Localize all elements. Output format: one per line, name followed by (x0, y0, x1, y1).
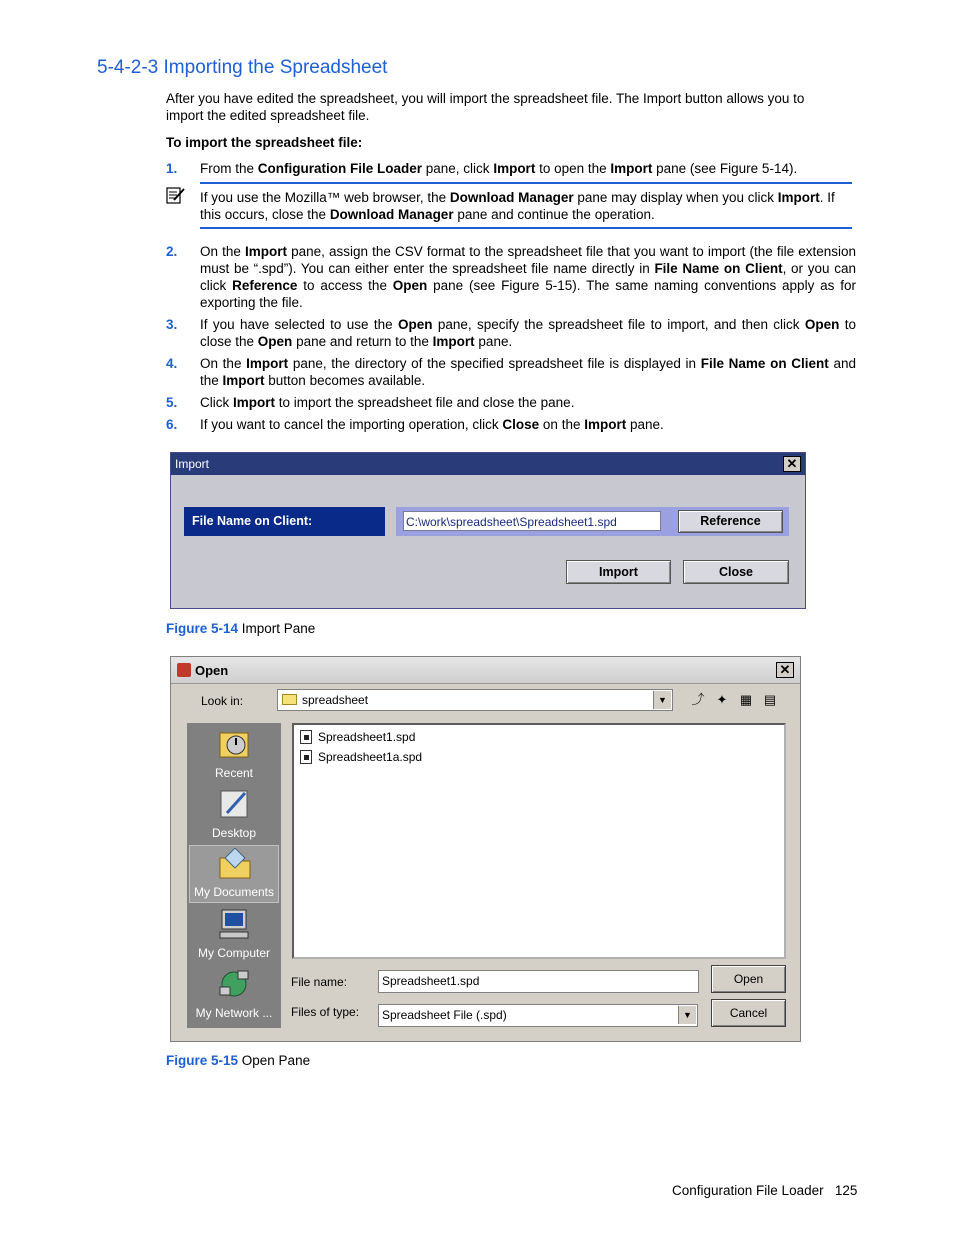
list-view-icon[interactable]: ▦ (739, 692, 753, 707)
step-1 (166, 160, 856, 177)
place-my-computer[interactable] (189, 905, 279, 963)
step-number: 5. (166, 395, 178, 410)
step-6 (166, 416, 856, 433)
files-of-type-label: Files of type: (291, 1005, 360, 1019)
text-run: On the (200, 356, 247, 371)
ui-term: Import (777, 190, 820, 205)
ui-term: Import (493, 161, 536, 176)
file-list[interactable] (292, 723, 786, 959)
file-item[interactable] (298, 729, 415, 745)
place-label: My Network ... (195, 1006, 273, 1020)
page-footer (672, 1183, 857, 1198)
step-5 (166, 394, 856, 411)
chevron-down-icon[interactable]: ▼ (678, 1006, 696, 1024)
text-run: , or you can click (200, 261, 856, 293)
text-run: pane, specify the spreadsheet file to import, and then click (432, 317, 805, 332)
text-run: and the (200, 356, 856, 388)
place-label: My Computer (197, 946, 271, 960)
ui-term: Close (502, 417, 540, 432)
figure-title: Import Pane (238, 621, 316, 636)
step-text (200, 243, 856, 311)
computer-icon (217, 907, 251, 941)
ui-term: Download Manager (329, 207, 454, 222)
import-button[interactable]: Import (566, 560, 671, 584)
text-run: pane and return to the (292, 334, 433, 349)
open-title: Open (195, 663, 229, 678)
text-run: From the (200, 161, 258, 176)
close-icon[interactable]: ✕ (776, 662, 794, 678)
ui-term: Open (257, 334, 293, 349)
text-run: On the (200, 244, 246, 259)
file-name-on-client-input[interactable]: C:\work\spreadsheet\Spreadsheet1.spd (403, 511, 661, 531)
file-item[interactable] (298, 749, 422, 765)
file-name-label: File name: (291, 975, 348, 989)
ui-term: Download Manager (449, 190, 574, 205)
new-folder-icon[interactable]: ✦ (716, 692, 728, 707)
step-text (200, 355, 856, 389)
file-icon (300, 750, 312, 764)
place-label: Desktop (211, 826, 257, 840)
file-icon (300, 730, 312, 744)
text-run: pane. (626, 417, 664, 432)
text-run: pane (see Figure 5-15). The same naming conventions apply as for exporting the file. (200, 278, 857, 310)
ui-term: Open (397, 317, 433, 332)
details-view-icon[interactable]: ▤ (763, 692, 777, 707)
note-icon (166, 186, 186, 206)
ui-term: Open (804, 317, 840, 332)
java-icon (177, 663, 191, 677)
ui-term: Import (246, 356, 289, 371)
text-run: to close the (200, 317, 857, 349)
text-run: to open the (535, 161, 611, 176)
files-of-type-select[interactable] (378, 1004, 698, 1027)
place-my-network[interactable] (189, 965, 279, 1023)
figure-15-caption (166, 1053, 310, 1068)
ui-term: Import (233, 395, 275, 410)
ui-term: Import (610, 161, 653, 176)
note-bottom-rule (200, 227, 852, 229)
place-desktop[interactable] (189, 785, 279, 843)
step-number: 6. (166, 417, 178, 432)
network-icon (217, 967, 251, 1001)
look-in-select[interactable] (277, 689, 673, 711)
text-run: pane, click (422, 161, 494, 176)
text-run: pane. (474, 334, 513, 349)
step-number: 1. (166, 161, 178, 176)
figure-number: Figure 5-15 (166, 1053, 239, 1068)
file-name: Spreadsheet1.spd (318, 730, 416, 744)
intro-paragraph (166, 90, 856, 124)
step-text (200, 316, 856, 350)
figure-number: Figure 5-14 (166, 621, 239, 636)
text-run: pane and continue the operation. (453, 207, 655, 222)
step-text (200, 394, 856, 411)
ui-term: Import (432, 334, 475, 349)
open-button[interactable]: Open (711, 965, 786, 993)
look-in-value: spreadsheet (302, 693, 369, 707)
ui-term: Configuration File Loader (257, 161, 423, 176)
procedure-title: To import the spreadsheet file: (166, 135, 363, 150)
text-run: pane may display when you click (573, 190, 778, 205)
ui-term: Import (222, 373, 265, 388)
place-recent[interactable] (189, 725, 279, 783)
documents-folder-icon (218, 848, 252, 882)
import-title-bar (171, 453, 805, 475)
step-2 (166, 243, 856, 311)
text-run: pane, the directory of the specified spreadsheet file is displayed in (288, 356, 701, 371)
text-run: to access the (297, 278, 393, 293)
up-folder-icon[interactable]: ⤴ (691, 692, 705, 707)
page-number: 125 (834, 1183, 858, 1198)
look-in-label: Look in: (201, 694, 244, 708)
footer-section: Configuration File Loader (672, 1183, 824, 1198)
figure-14-caption (166, 621, 315, 636)
text-run: If you use the Mozilla™ web browser, the (200, 190, 450, 205)
text-run: on the (539, 417, 585, 432)
ui-term: File Name on Client (700, 356, 829, 371)
section-heading: 5-4-2-3 Importing the Spreadsheet (97, 57, 388, 78)
ui-term: Open (392, 278, 428, 293)
close-icon[interactable]: ✕ (783, 456, 801, 472)
ui-term: File Name on Client (654, 261, 783, 276)
file-name-input[interactable]: Spreadsheet1.spd (378, 970, 699, 993)
place-label: My Documents (193, 885, 275, 899)
cancel-button[interactable]: Cancel (711, 999, 786, 1027)
files-of-type-value: Spreadsheet File (.spd) (382, 1008, 507, 1022)
open-title-bar (171, 657, 800, 684)
import-title: Import (175, 457, 210, 471)
step-number: 4. (166, 356, 178, 371)
recent-icon (217, 727, 251, 761)
step-number: 2. (166, 244, 178, 259)
step-number: 3. (166, 317, 178, 332)
place-my-documents[interactable] (189, 845, 279, 903)
chevron-down-icon[interactable]: ▼ (653, 691, 671, 709)
desktop-icon (217, 787, 251, 821)
text-run: pane, assign the CSV format to the spreadsheet file that you want to import (the file extension must be “.spd”). You can either enter the spreadsheet file name directly in (200, 244, 856, 276)
text-run: button becomes available. (264, 373, 426, 388)
ui-term: Reference (232, 278, 298, 293)
folder-icon (282, 694, 297, 705)
text-run: If you want to cancel the importing operation, click (200, 417, 503, 432)
intro-line-1: After you have edited the spreadsheet, you will import the spreadsheet file. The Import button allows you to (166, 91, 805, 106)
text-run: to import the spreadsheet file and close the pane. (275, 395, 575, 410)
places-bar (187, 723, 281, 1028)
step-3 (166, 316, 856, 350)
ui-term: Import (245, 244, 288, 259)
note-top-rule (200, 182, 852, 184)
intro-line-2: import the edited spreadsheet file. (166, 108, 370, 123)
file-name: Spreadsheet1a.spd (318, 750, 423, 764)
text-run: Click (200, 395, 233, 410)
file-name-on-client-label: File Name on Client: (184, 507, 385, 536)
open-dialog (170, 656, 801, 1042)
import-dialog (170, 452, 806, 609)
reference-button[interactable]: Reference (678, 510, 783, 533)
figure-title: Open Pane (238, 1053, 311, 1068)
text-run: pane (see Figure 5-14). (652, 161, 798, 176)
close-button[interactable]: Close (683, 560, 789, 584)
text-run: . If this occurs, close the (200, 190, 835, 222)
place-label: Recent (214, 766, 254, 780)
step-text (200, 160, 856, 177)
step-4 (166, 355, 856, 389)
step-text (200, 416, 856, 433)
ui-term: Import (584, 417, 627, 432)
text-run: If you have selected to use the (200, 317, 398, 332)
note-text (200, 189, 852, 223)
